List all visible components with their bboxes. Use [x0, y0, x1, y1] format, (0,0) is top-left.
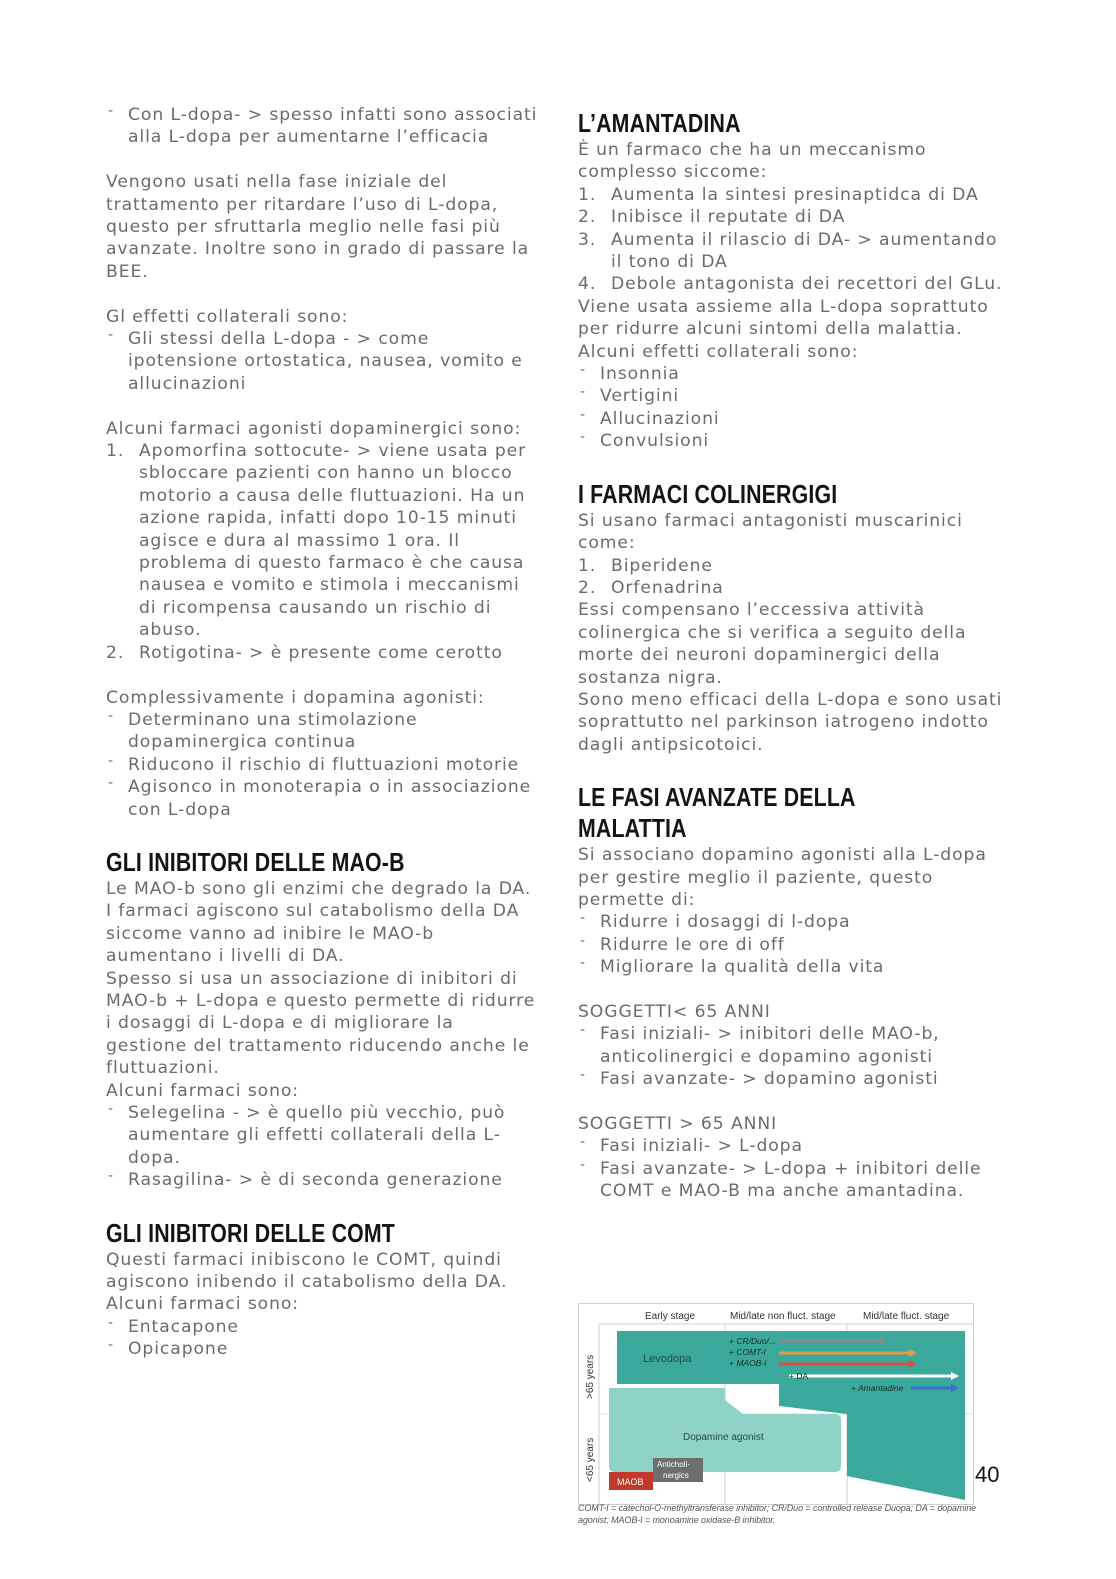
fasi-benefits-list: [578, 911, 1008, 978]
paragraph: Viene usata assieme alla L-dopa soprattuto per ridurre alcuni sintomi della malattia.: [578, 296, 989, 340]
right-column: [578, 108, 1008, 1203]
list-item: - Con L-dopa- > spesso infatti sono associati alla L-dopa per aumentarne l’efficacia: [106, 104, 538, 149]
diagram-svg: [579, 1304, 973, 1504]
list-item: 2. Inibisce il reputate di DA: [578, 207, 846, 228]
amantadine-label: + Amantadine: [851, 1383, 904, 1393]
addon-label: + COMT-I: [729, 1347, 766, 1357]
list-item: - Agisonco in monoterapia o in associazione con L-dopa: [106, 776, 538, 821]
maob-label: MAOB: [617, 1477, 644, 1487]
page-number: 40: [975, 1462, 1000, 1487]
list-item: - Opicapone: [106, 1338, 538, 1360]
dopamine-agonist-label: Dopamine agonist: [683, 1432, 764, 1443]
paragraph: Alcuni farmaci sono:: [106, 1294, 299, 1315]
paragraph: Vengono usati nella fase iniziale del trattamento per ritardare l’uso di L-dopa, questo per sfruttarla meglio nelle fasi più avanzate. Inoltre sono in grado di passare la BEE.: [106, 172, 530, 282]
list-item: - Ridurre le ore di off: [578, 934, 1008, 956]
stage-label-mid-nonfluct: Mid/late non fluct. stage: [730, 1311, 836, 1322]
figure-caption: COMT-I = catechol-O-methyltransferase inhibitor; CR/Duo = controlled release Duopa; DA = dopamine agonist; MAOB-I = monoamine oxidase-B inhibitor.: [578, 1503, 977, 1525]
amantadina-mechanism-list: [578, 184, 1008, 296]
list-item: 3. Aumenta il rilascio di DA- > aumentando il tono di DA: [578, 229, 998, 273]
side-effects-list: [106, 328, 538, 395]
paragraph: Complessivamente i dopamina agonisti:: [106, 687, 485, 708]
subheading-over-65: SOGGETTI > 65 ANNI: [578, 1114, 778, 1134]
paragraph: Si usano farmaci antagonisti muscarinici come:: [578, 510, 963, 554]
list-item: 1. Biperidene: [578, 555, 713, 576]
stage-label-early: Early stage: [645, 1311, 696, 1322]
comt-drugs-list: [106, 1316, 538, 1361]
list-item: - Fasi avanzate- > L-dopa + inibitori delle COMT e MAO-B ma anche amantadina.: [578, 1158, 1008, 1203]
list-item: - Gli stessi della L-dopa - > come ipotensione ortostatica, nausea, vomito e allucinazioni: [106, 328, 538, 395]
list-item: - Vertigini: [578, 385, 1008, 407]
overall-list: [106, 709, 538, 821]
list-item: - Fasi iniziali- > L-dopa: [578, 1135, 1008, 1157]
list-item: - Ridurre i dosaggi di l-dopa: [578, 911, 1008, 933]
left-column: [106, 104, 538, 1361]
paragraph: Sono meno efficaci della L-dopa e sono usati soprattutto nel parkinson iatrogeno indotto dagli antipsicotoici.: [578, 689, 1003, 755]
list-item: - Fasi avanzate- > dopamino agonisti: [578, 1068, 1008, 1090]
levodopa-label: Levodopa: [643, 1353, 692, 1365]
paragraph: Le MAO-b sono gli enzimi che degrado la DA. I farmaci agiscono sul catabolismo della DA siccome vanno ad inibire le MAO-b aumentano i livelli di DA.: [106, 878, 532, 967]
list-item: 1. Apomorfina sottocute- > viene usata per sbloccare pazienti con hanno un blocco motorio a causa delle fluttuazioni. Ha un azione rapida, infatti dopo 10-15 minuti agisce e dura al massimo 1 ora. Il problema di questo farmaco è che causa nausea e vomito e stimola i meccanismi di ricompensa causando un rischio di abuso.: [106, 441, 527, 641]
subheading-under-65: SOGGETTI< 65 ANNI: [578, 1001, 771, 1022]
section-heading-colinergici: I FARMACI COLINERGIGI: [578, 478, 838, 509]
over-65-list: [578, 1135, 1008, 1202]
paragraph: È un farmaco che ha un meccanismo complesso siccome:: [578, 140, 927, 183]
age-label-under-65: <65 years: [585, 1437, 596, 1482]
list-item: - Entacapone: [106, 1316, 538, 1338]
list-item: - Migliorare la qualità della vita: [578, 956, 1008, 978]
list-item: 2. Rotigotina- > è presente come cerotto: [106, 642, 503, 663]
anticholinergics-label: nergics: [663, 1471, 689, 1480]
anticholinergics-label: Anticholi-: [657, 1460, 690, 1469]
under-65-list: [578, 1023, 1008, 1090]
list-item: - Riducono il rischio di fluttuazioni motorie: [106, 754, 538, 776]
section-heading-maob: GLI INIBITORI DELLE MAO-B: [106, 846, 405, 877]
section-heading-fasi-line2: MALATTIA: [578, 813, 687, 844]
paragraph: Spesso si usa un associazione di inibitori di MAO-b + L-dopa e questo permette di ridurre i dosaggi di L-dopa e di migliorare la gestione del trattamento riducendo anche le fluttuazioni.: [106, 968, 536, 1079]
colinergici-list: [578, 555, 1008, 600]
intro-list: [106, 104, 538, 149]
stage-label-mid-fluct: Mid/late fluct. stage: [863, 1311, 950, 1322]
list-item: - Convulsioni: [578, 430, 1008, 452]
paragraph: Gl effetti collaterali sono:: [106, 306, 349, 327]
list-item: - Rasagilina- > è di seconda generazione: [106, 1169, 538, 1191]
list-item: 4. Debole antagonista dei recettori del GLu.: [578, 274, 1003, 295]
addon-label: + MAOB-I: [729, 1358, 767, 1368]
paragraph: Questi farmaci inibiscono le COMT, quindi agiscono inibendo il catabolismo della DA.: [106, 1249, 508, 1293]
amantadina-effects-list: [578, 363, 1008, 453]
agonists-list: [106, 440, 538, 664]
paragraph: Essi compensano l’eccessiva attività colinergica che si verifica a seguito della morte dei neuroni dopaminergici della sostanza nigra.: [578, 600, 967, 688]
list-item: - Selegelina - > è quello più vecchio, può aumentare gli effetti collaterali della L-dopa.: [106, 1102, 538, 1169]
section-heading-comt: GLI INIBITORI DELLE COMT: [106, 1217, 395, 1248]
paragraph: Alcuni farmaci sono:: [106, 1080, 299, 1101]
list-item: - Allucinazioni: [578, 408, 1008, 430]
list-item: - Insonnia: [578, 363, 1008, 385]
paragraph: Alcuni effetti collaterali sono:: [578, 341, 859, 362]
maob-drugs-list: [106, 1102, 538, 1192]
addon-label: + CR/Duo/...: [729, 1336, 777, 1346]
paragraph: Alcuni farmaci agonisti dopaminergici sono:: [106, 418, 522, 439]
list-item: 2. Orfenadrina: [578, 577, 724, 598]
age-label-over-65: >65 years: [585, 1354, 596, 1399]
paragraph: Si associano dopamino agonisti alla L-dopa per gestire meglio il paziente, questo permette di:: [578, 845, 987, 910]
list-item: - Fasi iniziali- > inibitori delle MAO-b, anticolinergici e dopamino agonisti: [578, 1023, 1008, 1068]
section-heading-fasi: LE FASI AVANZATE DELLA: [578, 782, 856, 813]
treatment-stage-diagram: [578, 1303, 974, 1505]
da-label: + DA: [789, 1371, 809, 1381]
section-heading-amantadina: L’AMANTADINA: [578, 108, 741, 138]
list-item: 1. Aumenta la sintesi presinaptidca di DA: [578, 184, 979, 205]
list-item: - Determinano una stimolazione dopaminergica continua: [106, 709, 538, 754]
